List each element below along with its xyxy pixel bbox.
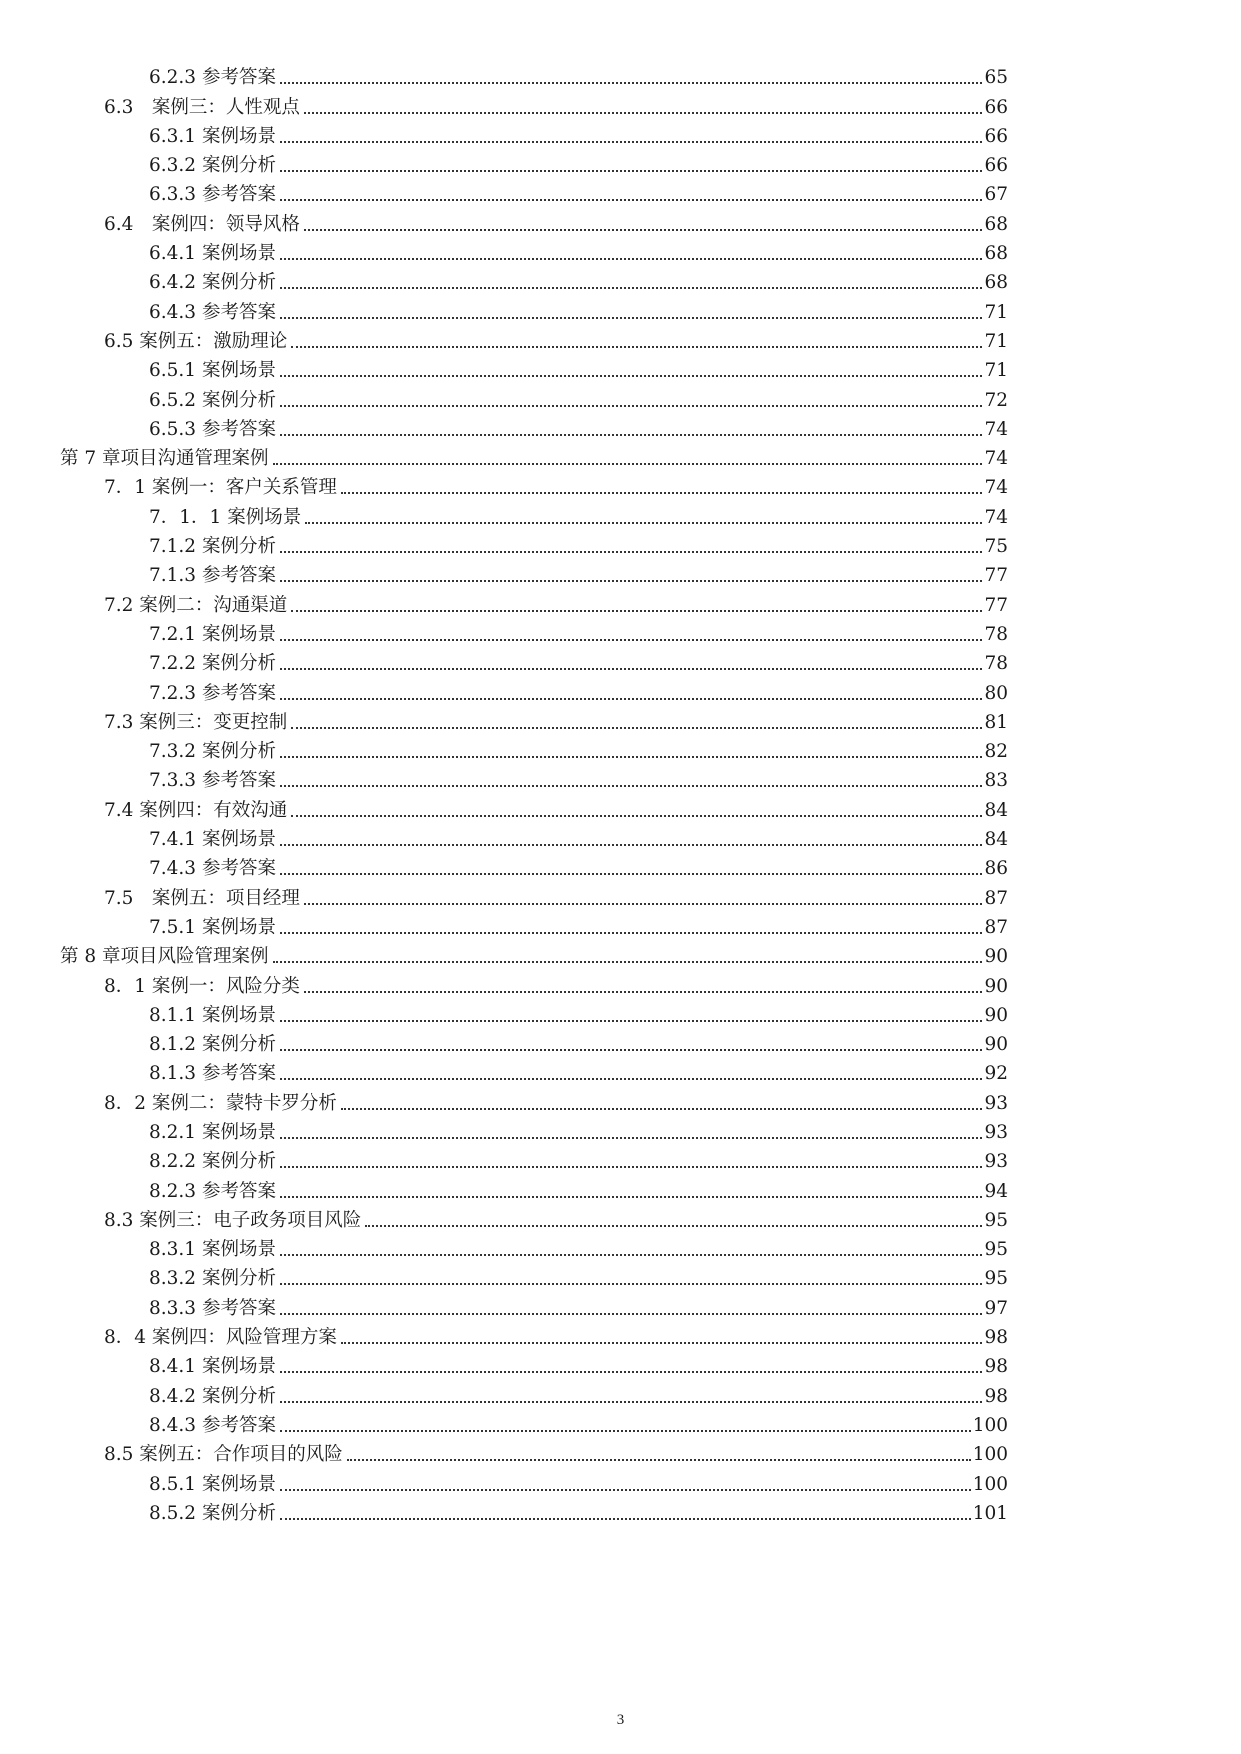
toc-entry-page: 68 — [984, 243, 1008, 265]
toc-entry-title: 8．1 案例一：风险分类 — [104, 975, 300, 997]
toc-entry-title: 7.3.2 案例分析 — [149, 741, 276, 763]
toc-entry-title: 8.3 案例三：电子政务项目风险 — [104, 1209, 362, 1231]
toc-entry-page: 95 — [984, 1209, 1008, 1231]
toc-entry-page: 65 — [984, 67, 1008, 89]
toc-entry[interactable] — [0, 1290, 1241, 1319]
toc-entry-title: 6.5.3 参考答案 — [149, 418, 276, 440]
toc-entry-page: 93 — [984, 1121, 1008, 1143]
toc-entry-page: 74 — [984, 506, 1008, 528]
toc-entry-title: 8.5.1 案例场景 — [149, 1473, 276, 1495]
toc-entry-page: 90 — [984, 946, 1008, 968]
toc-entry-page: 98 — [984, 1385, 1008, 1407]
toc-dot-leader — [280, 199, 983, 201]
toc-dot-leader — [280, 1078, 983, 1080]
toc-entry[interactable] — [0, 294, 1241, 323]
toc-entry-title: 8.3.3 参考答案 — [149, 1297, 276, 1319]
toc-entry[interactable] — [0, 822, 1241, 851]
toc-entry-page: 80 — [984, 682, 1008, 704]
toc-entry-title: 8.3.1 案例场景 — [149, 1239, 276, 1261]
toc-entry[interactable] — [0, 1027, 1241, 1056]
toc-dot-leader — [273, 463, 983, 465]
toc-entry-title: 8.5 案例五：合作项目的风险 — [104, 1444, 343, 1466]
toc-entry[interactable] — [0, 177, 1241, 206]
toc-entry-title: 7.2.1 案例场景 — [149, 623, 276, 645]
toc-entry-page: 66 — [984, 155, 1008, 177]
toc-entry[interactable] — [0, 236, 1241, 265]
toc-dot-leader — [280, 932, 983, 934]
toc-entry[interactable] — [0, 1320, 1241, 1349]
toc-dot-leader — [280, 1518, 971, 1520]
toc-entry[interactable] — [0, 1056, 1241, 1085]
toc-entry-page: 68 — [984, 272, 1008, 294]
toc-entry-page: 83 — [984, 770, 1008, 792]
toc-dot-leader — [280, 785, 983, 787]
toc-entry-title: 7.1.3 参考答案 — [149, 565, 276, 587]
toc-dot-leader — [341, 1342, 983, 1344]
toc-entry-page: 94 — [984, 1180, 1008, 1202]
toc-entry-page: 74 — [984, 448, 1008, 470]
toc-dot-leader — [304, 112, 983, 114]
toc-entry-page: 74 — [984, 477, 1008, 499]
toc-dot-leader — [291, 815, 982, 817]
toc-entry[interactable] — [0, 119, 1241, 148]
toc-entry-page: 98 — [984, 1356, 1008, 1378]
toc-dot-leader — [280, 1401, 983, 1403]
toc-dot-leader — [280, 375, 983, 377]
toc-entry-page: 66 — [984, 125, 1008, 147]
toc-entry-title: 7.4.3 参考答案 — [149, 858, 276, 880]
toc-entry-page: 84 — [984, 799, 1008, 821]
toc-entry-title: 8.1.1 案例场景 — [149, 1004, 276, 1026]
toc-dot-leader — [304, 991, 983, 993]
toc-entry-page: 90 — [984, 1004, 1008, 1026]
toc-entry-page: 72 — [984, 389, 1008, 411]
toc-entry[interactable] — [0, 1261, 1241, 1290]
toc-entry-title: 8.1.3 参考答案 — [149, 1063, 276, 1085]
toc-entry-page: 98 — [984, 1327, 1008, 1349]
toc-entry[interactable] — [0, 1349, 1241, 1378]
toc-entry-page: 77 — [984, 594, 1008, 616]
toc-entry[interactable] — [0, 880, 1241, 909]
toc-entry-title: 7．1 案例一：客户关系管理 — [104, 477, 337, 499]
toc-entry[interactable] — [0, 1437, 1241, 1466]
toc-entry-title: 7.4 案例四：有效沟通 — [104, 799, 288, 821]
toc-dot-leader — [280, 170, 983, 172]
toc-entry-title: 6.4 案例四：领导风格 — [104, 213, 300, 235]
toc-entry-title: 7.5 案例五：项目经理 — [104, 887, 300, 909]
toc-dot-leader — [280, 756, 983, 758]
toc-entry[interactable] — [0, 675, 1241, 704]
toc-dot-leader — [280, 873, 983, 875]
toc-dot-leader — [304, 903, 983, 905]
toc-entry-title: 6.3.3 参考答案 — [149, 184, 276, 206]
toc-entry[interactable] — [0, 470, 1241, 499]
toc-entry-page: 78 — [984, 653, 1008, 675]
toc-entry-title: 6.2.3 参考答案 — [149, 67, 276, 89]
toc-entry-page: 87 — [984, 887, 1008, 909]
toc-entry[interactable] — [0, 1466, 1241, 1495]
toc-entry-title: 6.3.1 案例场景 — [149, 125, 276, 147]
toc-entry-title: 8.4.2 案例分析 — [149, 1385, 276, 1407]
toc-entry[interactable] — [0, 734, 1241, 763]
toc-entry-title: 8．4 案例四：风险管理方案 — [104, 1327, 337, 1349]
toc-dot-leader — [280, 1489, 971, 1491]
toc-dot-leader — [280, 1049, 983, 1051]
toc-entry-title: 8.2.3 参考答案 — [149, 1180, 276, 1202]
toc-dot-leader — [280, 1137, 983, 1139]
toc-dot-leader — [280, 317, 983, 319]
toc-entry[interactable] — [0, 324, 1241, 353]
toc-entry-title: 8.1.2 案例分析 — [149, 1034, 276, 1056]
toc-dot-leader — [280, 1283, 983, 1285]
toc-entry-title: 6.5.2 案例分析 — [149, 389, 276, 411]
toc-entry-page: 95 — [984, 1239, 1008, 1261]
toc-entry[interactable] — [0, 1496, 1241, 1525]
toc-entry-page: 101 — [972, 1502, 1008, 1524]
toc-entry[interactable] — [0, 998, 1241, 1027]
toc-entry[interactable] — [0, 265, 1241, 294]
toc-entry[interactable] — [0, 1232, 1241, 1261]
toc-entry-title: 第 7 章项目沟通管理案例 — [60, 448, 269, 470]
toc-dot-leader — [280, 639, 983, 641]
toc-dot-leader — [291, 346, 982, 348]
toc-entry-title: 7．1．1 案例场景 — [149, 506, 302, 528]
toc-entry-title: 6.3 案例三：人性观点 — [104, 96, 300, 118]
toc-entry-title: 7.2.2 案例分析 — [149, 653, 276, 675]
toc-entry-page: 78 — [984, 623, 1008, 645]
toc-entry-title: 8.4.1 案例场景 — [149, 1356, 276, 1378]
toc-entry[interactable] — [0, 148, 1241, 177]
toc-dot-leader — [280, 1430, 971, 1432]
toc-dot-leader — [280, 580, 983, 582]
toc-entry-page: 100 — [972, 1444, 1008, 1466]
toc-entry-page: 77 — [984, 565, 1008, 587]
toc-entry[interactable] — [0, 910, 1241, 939]
toc-entry-page: 92 — [984, 1063, 1008, 1085]
toc-entry[interactable] — [0, 763, 1241, 792]
toc-dot-leader — [280, 1196, 983, 1198]
toc-dot-leader — [280, 551, 983, 553]
toc-entry[interactable] — [0, 1408, 1241, 1437]
toc-entry-page: 81 — [984, 711, 1008, 733]
toc-entry-page: 74 — [984, 418, 1008, 440]
toc-dot-leader — [280, 1166, 983, 1168]
toc-entry-title: 8.4.3 参考答案 — [149, 1414, 276, 1436]
toc-entry[interactable] — [0, 792, 1241, 821]
toc-dot-leader — [280, 1313, 983, 1315]
toc-entry-title: 7.2.3 参考答案 — [149, 682, 276, 704]
toc-dot-leader — [280, 1020, 983, 1022]
toc-entry[interactable] — [0, 1378, 1241, 1407]
toc-entry[interactable] — [0, 353, 1241, 382]
toc-dot-leader — [280, 287, 983, 289]
toc-entry[interactable] — [0, 1144, 1241, 1173]
toc-dot-leader — [341, 1108, 983, 1110]
toc-entry-page: 100 — [972, 1473, 1008, 1495]
toc-entry-title: 8.3.2 案例分析 — [149, 1268, 276, 1290]
toc-entry-page: 97 — [984, 1297, 1008, 1319]
toc-entry[interactable] — [0, 851, 1241, 880]
toc-dot-leader — [365, 1225, 982, 1227]
toc-entry[interactable] — [0, 382, 1241, 411]
toc-entry-title: 8．2 案例二：蒙特卡罗分析 — [104, 1092, 337, 1114]
toc-entry-page: 87 — [984, 916, 1008, 938]
toc-entry-title: 第 8 章项目风险管理案例 — [60, 946, 269, 968]
toc-entry-page: 71 — [984, 301, 1008, 323]
toc-entry-page: 90 — [984, 1034, 1008, 1056]
toc-entry-title: 7.4.1 案例场景 — [149, 829, 276, 851]
toc-dot-leader — [280, 405, 983, 407]
toc-entry[interactable] — [0, 1085, 1241, 1114]
toc-entry-title: 6.3.2 案例分析 — [149, 155, 276, 177]
toc-entry-page: 90 — [984, 975, 1008, 997]
toc-entry-page: 93 — [984, 1151, 1008, 1173]
toc-entry-title: 8.2.2 案例分析 — [149, 1151, 276, 1173]
toc-entry-title: 8.2.1 案例场景 — [149, 1121, 276, 1143]
toc-entry[interactable] — [0, 705, 1241, 734]
toc-entry-page: 67 — [984, 184, 1008, 206]
toc-entry-page: 71 — [984, 360, 1008, 382]
toc-entry-page: 71 — [984, 330, 1008, 352]
toc-entry-page: 68 — [984, 213, 1008, 235]
toc-dot-leader — [341, 492, 983, 494]
toc-entry-page: 93 — [984, 1092, 1008, 1114]
toc-entry[interactable] — [0, 1173, 1241, 1202]
toc-dot-leader — [280, 668, 983, 670]
toc-entry[interactable] — [0, 968, 1241, 997]
toc-dot-leader — [280, 434, 983, 436]
toc-dot-leader — [273, 961, 983, 963]
toc-entry[interactable] — [0, 412, 1241, 441]
toc-entry-title: 6.4.3 参考答案 — [149, 301, 276, 323]
toc-dot-leader — [280, 844, 983, 846]
toc-entry[interactable] — [0, 587, 1241, 616]
toc-dot-leader — [304, 229, 983, 231]
toc-entry-title: 6.4.1 案例场景 — [149, 243, 276, 265]
toc-entry[interactable] — [0, 529, 1241, 558]
toc-dot-leader — [280, 82, 983, 84]
toc-dot-leader — [291, 727, 982, 729]
toc-entry-title: 7.1.2 案例分析 — [149, 536, 276, 558]
toc-entry[interactable] — [0, 441, 1241, 470]
toc-entry[interactable] — [0, 206, 1241, 235]
toc-entry-title: 7.3.3 参考答案 — [149, 770, 276, 792]
toc-entry-title: 7.3 案例三：变更控制 — [104, 711, 288, 733]
table-of-contents — [0, 60, 1241, 1525]
toc-entry-page: 66 — [984, 96, 1008, 118]
page-number: 3 — [616, 1712, 625, 1728]
toc-entry-title: 7.2 案例二：沟通渠道 — [104, 594, 288, 616]
toc-entry-title: 6.5 案例五：激励理论 — [104, 330, 288, 352]
toc-entry-page: 86 — [984, 858, 1008, 880]
toc-dot-leader — [305, 522, 982, 524]
toc-entry-page: 75 — [984, 536, 1008, 558]
toc-entry[interactable] — [0, 646, 1241, 675]
toc-entry-title: 6.4.2 案例分析 — [149, 272, 276, 294]
toc-entry[interactable] — [0, 939, 1241, 968]
toc-entry-title: 8.5.2 案例分析 — [149, 1502, 276, 1524]
toc-dot-leader — [280, 1254, 983, 1256]
toc-entry-page: 82 — [984, 741, 1008, 763]
toc-entry[interactable] — [0, 617, 1241, 646]
toc-entry-title: 7.5.1 案例场景 — [149, 916, 276, 938]
toc-dot-leader — [280, 1371, 983, 1373]
toc-entry[interactable] — [0, 499, 1241, 528]
toc-dot-leader — [291, 610, 982, 612]
toc-entry-page: 100 — [972, 1414, 1008, 1436]
toc-entry[interactable] — [0, 60, 1241, 89]
toc-dot-leader — [347, 1459, 971, 1461]
toc-dot-leader — [280, 258, 983, 260]
toc-entry-title: 6.5.1 案例场景 — [149, 360, 276, 382]
toc-entry-page: 95 — [984, 1268, 1008, 1290]
toc-dot-leader — [280, 698, 983, 700]
toc-entry[interactable] — [0, 558, 1241, 587]
toc-dot-leader — [280, 141, 983, 143]
toc-entry[interactable] — [0, 89, 1241, 118]
toc-entry[interactable] — [0, 1203, 1241, 1232]
toc-entry-page: 84 — [984, 829, 1008, 851]
toc-entry[interactable] — [0, 1115, 1241, 1144]
